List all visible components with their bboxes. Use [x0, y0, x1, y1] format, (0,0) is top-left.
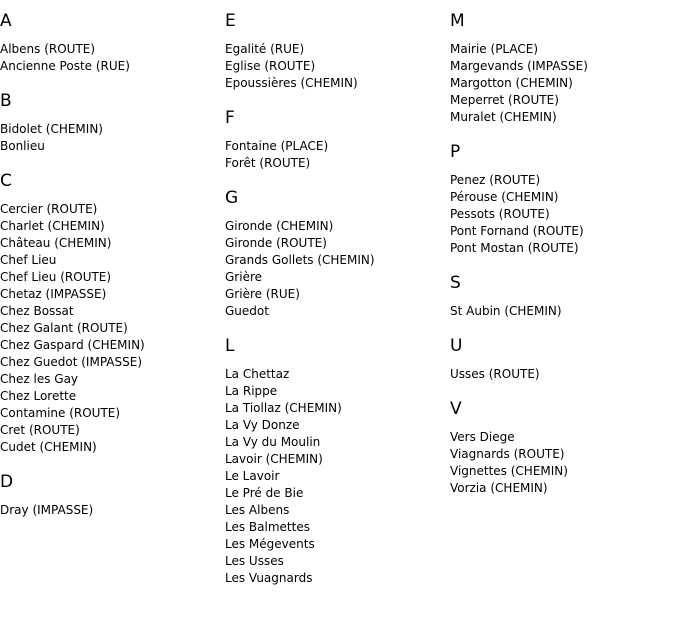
- letter-section: [225, 335, 445, 587]
- section-letter-heading: A: [0, 11, 12, 31]
- street-name: Margevands (IMPASSE): [450, 59, 588, 73]
- section-letter-heading: M: [450, 11, 465, 31]
- street-name: Cudet (CHEMIN): [0, 440, 97, 454]
- street-name: Chez Lorette: [0, 389, 77, 403]
- letter-section: [0, 90, 220, 155]
- street-name: Albens (ROUTE): [0, 42, 96, 56]
- street-name: Bidolet (CHEMIN): [0, 122, 103, 136]
- letter-section: [450, 10, 670, 126]
- street-name: Vorzia (CHEMIN): [450, 481, 548, 495]
- letter-section: [450, 141, 670, 257]
- letter-section: [0, 10, 220, 75]
- street-name: Charlet (CHEMIN): [0, 219, 105, 233]
- street-name: Le Pré de Bie: [225, 486, 304, 500]
- section-letter-heading: F: [225, 108, 235, 128]
- street-list: [450, 366, 670, 383]
- street-name: Epoussières (CHEMIN): [225, 76, 358, 90]
- street-name: Egalité (RUE): [225, 42, 305, 56]
- street-list: [225, 41, 445, 92]
- section-letter-heading: E: [225, 11, 236, 31]
- street-name: Vers Diege: [450, 430, 515, 444]
- street-name: Cret (ROUTE): [0, 423, 80, 437]
- letter-section: [450, 398, 670, 497]
- street-name: Usses (ROUTE): [450, 367, 540, 381]
- letter-section: [225, 10, 445, 92]
- index-column: [450, 0, 670, 512]
- letter-section: [225, 187, 445, 320]
- section-letter-heading: P: [450, 142, 461, 162]
- street-name: Pessots (ROUTE): [450, 207, 550, 221]
- street-name: Gironde (ROUTE): [225, 236, 327, 250]
- index-column: [0, 0, 220, 534]
- street-name: Contamine (ROUTE): [0, 406, 121, 420]
- street-name: Forêt (ROUTE): [225, 156, 311, 170]
- street-name: Vignettes (CHEMIN): [450, 464, 568, 478]
- section-letter-heading: V: [450, 399, 462, 419]
- letter-section: [450, 335, 670, 383]
- street-name: Margotton (CHEMIN): [450, 76, 573, 90]
- section-letter-heading: D: [0, 472, 14, 492]
- street-name: Grière (RUE): [225, 287, 300, 301]
- street-name: Gironde (CHEMIN): [225, 219, 334, 233]
- street-list: [0, 201, 220, 456]
- street-name: Eglise (ROUTE): [225, 59, 316, 73]
- section-letter-heading: G: [225, 188, 239, 208]
- street-name: Muralet (CHEMIN): [450, 110, 557, 124]
- letter-section: [450, 272, 670, 320]
- section-letter-heading: L: [225, 336, 235, 356]
- section-letter-heading: U: [450, 336, 463, 356]
- street-name: Chez les Gay: [0, 372, 79, 386]
- street-name: Les Vuagnards: [225, 571, 313, 585]
- street-name: La Rippe: [225, 384, 278, 398]
- street-name: La Vy du Moulin: [225, 435, 321, 449]
- street-list: [225, 138, 445, 172]
- street-list: [450, 429, 670, 497]
- section-letter-heading: C: [0, 171, 12, 191]
- street-name: Lavoir (CHEMIN): [225, 452, 323, 466]
- street-name: Viagnards (ROUTE): [450, 447, 565, 461]
- street-name: Guedot: [225, 304, 269, 318]
- street-name: Fontaine (PLACE): [225, 139, 329, 153]
- street-name: Les Albens: [225, 503, 290, 517]
- street-list: [0, 121, 220, 155]
- letter-section: [0, 471, 220, 519]
- street-name: Chez Gaspard (CHEMIN): [0, 338, 145, 352]
- street-list: [225, 218, 445, 320]
- street-name: Penez (ROUTE): [450, 173, 541, 187]
- street-list: [450, 172, 670, 257]
- street-name: Pont Mostan (ROUTE): [450, 241, 579, 255]
- letter-section: [0, 170, 220, 456]
- street-name: La Chettaz: [225, 367, 290, 381]
- street-name: Les Mégevents: [225, 537, 315, 551]
- street-list: [225, 366, 445, 587]
- street-name: Les Balmettes: [225, 520, 310, 534]
- letter-section: [225, 107, 445, 172]
- street-name: Ancienne Poste (RUE): [0, 59, 130, 73]
- street-name: St Aubin (CHEMIN): [450, 304, 562, 318]
- street-name: Chez Galant (ROUTE): [0, 321, 128, 335]
- street-list: [450, 41, 670, 126]
- street-name: Château (CHEMIN): [0, 236, 112, 250]
- street-name: Cercier (ROUTE): [0, 202, 98, 216]
- street-name: Mairie (PLACE): [450, 42, 539, 56]
- street-name: Grière: [225, 270, 263, 284]
- street-name: Le Lavoir: [225, 469, 280, 483]
- section-letter-heading: B: [0, 91, 12, 111]
- street-name: Les Usses: [225, 554, 284, 568]
- street-name: Meperret (ROUTE): [450, 93, 559, 107]
- street-name: Grands Gollets (CHEMIN): [225, 253, 375, 267]
- street-name: Chez Bossat: [0, 304, 74, 318]
- street-name: Chef Lieu: [0, 253, 57, 267]
- index-column: [225, 0, 445, 602]
- street-list: [450, 303, 670, 320]
- street-name: Chetaz (IMPASSE): [0, 287, 107, 301]
- street-name: Pérouse (CHEMIN): [450, 190, 559, 204]
- street-name: La Vy Donze: [225, 418, 300, 432]
- street-list: [0, 41, 220, 75]
- section-letter-heading: S: [450, 273, 461, 293]
- street-name: Chef Lieu (ROUTE): [0, 270, 112, 284]
- street-name: Chez Guedot (IMPASSE): [0, 355, 142, 369]
- street-name: Dray (IMPASSE): [0, 503, 94, 517]
- street-name: Bonlieu: [0, 139, 45, 153]
- street-name: La Tiollaz (CHEMIN): [225, 401, 342, 415]
- street-list: [0, 502, 220, 519]
- street-name: Pont Fornand (ROUTE): [450, 224, 584, 238]
